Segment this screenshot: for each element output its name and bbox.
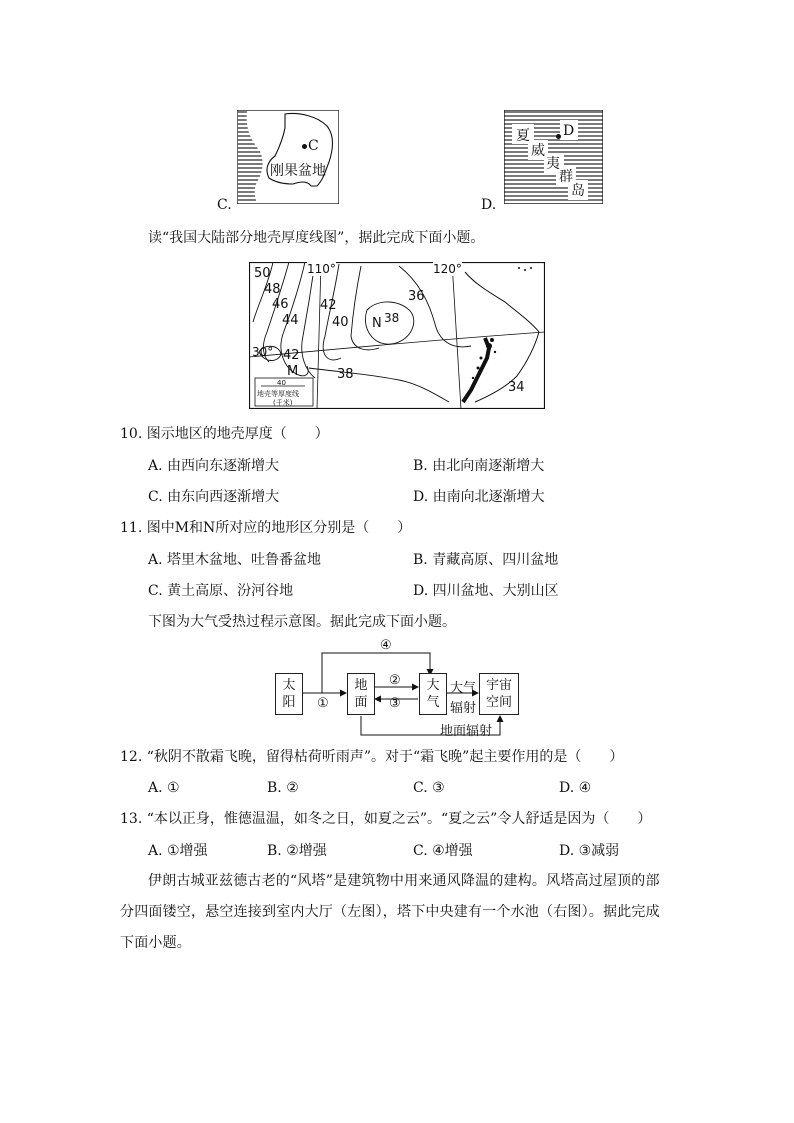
crust-label-40: 40 (332, 315, 349, 330)
crust-legend-value: 40 (277, 379, 286, 387)
heat-arrow-4-label: ④ (380, 638, 392, 653)
heat-atm-radiation-2: 辐射 (450, 701, 477, 716)
q12-option-a[interactable]: A. ① (148, 780, 180, 796)
q11-option-d[interactable]: D. 四川盆地、大别山区 (413, 583, 559, 599)
q10-option-b[interactable]: B. 由北向南逐渐增大 (413, 458, 545, 474)
map-c-point-label: C (308, 138, 319, 154)
crust-label-38-n: 38 (384, 311, 400, 325)
heat-atmosphere-box (419, 673, 447, 715)
q10-option-d[interactable]: D. 由南向北逐渐增大 (413, 489, 545, 505)
q11-option-b[interactable]: B. 青藏高原、四川盆地 (413, 552, 559, 568)
q12-option-d[interactable]: D. ④ (559, 780, 592, 796)
map-c (237, 110, 339, 204)
intro-heat: 下图为大气受热过程示意图。据此完成下面小题。 (148, 614, 456, 630)
crust-legend-line1: 地壳等厚度线 (257, 390, 299, 398)
q13-option-b[interactable]: B. ②增强 (267, 843, 327, 859)
crust-label-42: 42 (320, 298, 337, 313)
crust-label-50: 50 (254, 266, 271, 281)
q12-option-b[interactable]: B. ② (267, 780, 299, 796)
heat-arrow-3-label: ③ (389, 696, 401, 711)
intro-tower: 伊朗古城亚兹德古老的“风塔”是建筑物中用来通风降温的建构。风塔高过屋顶的部分四面镂空，悬空连接到室内大厅（左图），塔下中央建有一个水池（右图）。据此完成下面小题。 (120, 873, 660, 951)
heat-atmosphere-label: 大气 (426, 678, 440, 710)
crust-label-n: N (372, 316, 382, 331)
crust-legend-line2: (千米) (273, 399, 293, 407)
q10-option-a[interactable]: A. 由西向东逐渐增大 (148, 458, 280, 474)
q11-stem: 11. 图中M和N所对应的地形区分别是（ ） (120, 520, 412, 536)
crust-label-30: 30° (252, 345, 274, 359)
option-c-label: C. (217, 197, 232, 213)
option-d-label: D. (481, 197, 497, 213)
heat-space-box (479, 673, 519, 715)
q13-option-d[interactable]: D. ③减弱 (559, 843, 620, 859)
crust-label-34: 34 (508, 380, 525, 395)
q13-option-a[interactable]: A. ①增强 (148, 843, 208, 859)
q12-stem: 12. “秋阴不散霜飞晚，留得枯荷听雨声”。对于“霜飞晚”起主要作用的是（ ） (120, 749, 624, 765)
map-c-region-label: 刚果盆地 (270, 163, 326, 179)
q11-option-c[interactable]: C. 黄土高原、汾河谷地 (148, 583, 294, 599)
map-d-char-2: 威 (531, 143, 545, 159)
map-d-point (556, 134, 561, 139)
heat-arrow-1-label: ① (317, 696, 329, 711)
map-d-char-5: 岛 (571, 183, 585, 199)
q13-option-c[interactable]: C. ④增强 (413, 843, 473, 859)
heat-ground-label: 地面 (354, 678, 368, 710)
heat-ground-box (347, 673, 375, 715)
map-c-point (302, 144, 307, 149)
heat-space-label: 宇宙空间 (485, 678, 512, 710)
map-d-char-1: 夏 (516, 128, 530, 144)
map-d-char-4: 群 (559, 169, 573, 185)
crust-label-36: 36 (408, 289, 425, 304)
crust-label-110: 110° (307, 262, 336, 276)
q13-stem: 13. “本以正身，惟德温温，如冬之日，如夏之云”。“夏之云”令人舒适是因为（ ） (120, 811, 652, 827)
heat-arrow-2-label: ② (389, 673, 401, 688)
heat-atm-radiation-1: 大气 (450, 681, 477, 696)
crust-label-44: 44 (282, 313, 299, 328)
crust-label-48: 48 (264, 282, 281, 297)
q11-option-a[interactable]: A. 塔里木盆地、吐鲁番盆地 (148, 552, 322, 568)
heat-sun-label: 太阳 (282, 678, 296, 710)
heat-sun-box (275, 673, 303, 715)
heat-ground-radiation: 地面辐射 (440, 724, 493, 739)
crust-label-120: 120° (433, 262, 462, 276)
map-d-char-3: 夷 (546, 156, 560, 172)
q12-option-c[interactable]: C. ③ (413, 780, 445, 796)
crust-label-42-m: 42 (283, 348, 300, 363)
intro-crust: 读“我国大陆部分地壳厚度线图”，据此完成下面小题。 (148, 230, 485, 246)
crust-label-m: M (287, 364, 299, 379)
q10-option-c[interactable]: C. 由东向西逐渐增大 (148, 489, 280, 505)
crust-label-38-s: 38 (337, 367, 354, 382)
crust-label-46: 46 (272, 297, 289, 312)
q10-stem: 10. 图示地区的地壳厚度（ ） (120, 426, 329, 442)
crust-map (249, 262, 545, 409)
map-d-point-label: D (563, 123, 575, 139)
